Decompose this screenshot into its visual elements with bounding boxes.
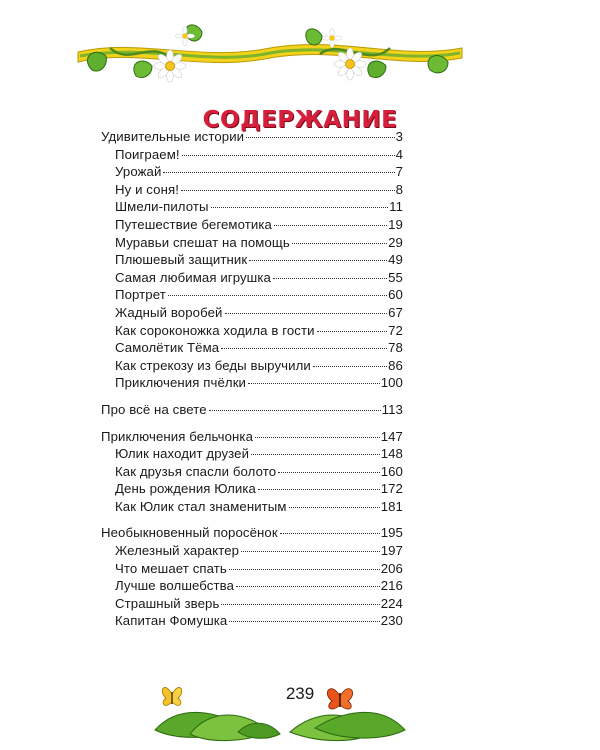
dot-leader [229,569,380,570]
dot-leader [168,295,387,296]
dot-leader [292,243,387,244]
toc-section [101,524,403,630]
toc-entry-page: 230 [380,613,403,629]
toc-entry-page: 181 [380,498,403,514]
dot-leader [258,489,380,490]
dot-leader [182,155,395,156]
toc-entry-title: Про всё на свете [101,401,207,417]
dot-leader [317,331,388,332]
toc-entry [101,128,403,146]
toc-entry-page: 72 [388,322,403,338]
toc-entry-title: Как стрекозу из беды выручили [115,357,311,373]
dot-leader [246,137,394,138]
toc-entry-page: 11 [389,199,403,215]
toc-entry-title: Капитан Фомушка [115,613,228,629]
toc-entry-title: Портрет [115,287,166,303]
toc-subentry [101,480,403,498]
toc-entry [101,428,403,446]
dot-leader [236,586,380,587]
toc-entry-title: Как друзья спасли болото [115,463,277,479]
daisy-icon [154,50,186,82]
toc-section [101,428,403,516]
toc-entry-page: 86 [388,357,403,373]
top-vine-ornament [70,18,470,88]
toc-entry-title: День рождения Юлика [115,481,256,497]
toc-subentry [101,146,403,164]
toc-subentry [101,286,403,304]
toc-entry-title: Железный характер [115,543,240,559]
toc-entry-title: Плюшевый защитник [115,252,248,268]
toc-entry-page: 49 [388,252,403,268]
dot-leader [273,278,387,279]
toc-entry [101,401,403,419]
toc-entry-title: Что мешает спать [115,560,227,576]
toc-entry-title: Самолётик Тёма [115,340,220,356]
toc-entry-title: Необыкновенный поросёнок [101,525,278,541]
dot-leader [289,507,380,508]
page-title: СОДЕРЖАНИЕ [202,107,398,134]
toc-entry-title: Приключения бельчонка [101,428,254,444]
toc-entry-title: Удивительные истории [101,129,245,144]
toc-entry-page: 195 [380,525,403,541]
toc-entry-page: 148 [380,446,403,462]
toc-entry-page: 55 [388,269,403,285]
toc-subentry [101,322,403,340]
dot-leader [249,260,387,261]
toc-entry-page: 29 [388,234,403,250]
dot-leader [255,437,380,438]
toc-entry-title: Урожай [115,164,162,180]
page-number: 239 [285,684,315,703]
toc-subentry [101,612,403,630]
dot-leader [211,207,388,208]
toc-subentry [101,357,403,375]
toc-subentry [101,542,403,560]
daisy-icon [334,48,366,80]
dot-leader [280,533,380,534]
dot-leader [163,172,394,173]
toc-entry-page: 100 [380,375,403,391]
table-of-contents [101,128,403,639]
toc-subentry [101,445,403,463]
dot-leader [313,366,387,367]
toc-subentry [101,463,403,481]
dot-leader [221,604,379,605]
toc-entry [101,524,403,542]
dot-leader [251,454,380,455]
toc-entry-page: 78 [388,340,403,356]
toc-entry-page: 4 [395,146,403,162]
toc-entry-page: 7 [395,164,403,180]
dot-leader [229,621,379,622]
toc-subentry [101,163,403,181]
toc-entry-page: 67 [388,304,403,320]
toc-entry-title: Самая любимая игрушка [115,269,271,285]
toc-section [101,128,403,392]
toc-subentry [101,251,403,269]
toc-subentry [101,560,403,578]
toc-subentry [101,304,403,322]
toc-entry-title: Как сороконожка ходила в гости [115,322,315,338]
leaf-icon [155,712,405,740]
dot-leader [181,190,395,191]
dot-leader [278,472,380,473]
toc-entry-page: 147 [380,428,403,444]
toc-entry-title: Страшный зверь [115,595,220,611]
toc-entry-title: Приключения пчёлки [115,375,247,391]
toc-entry-page: 197 [380,543,403,559]
toc-subentry [101,374,403,392]
dot-leader [209,410,381,411]
toc-subentry [101,498,403,516]
toc-subentry [101,269,403,287]
toc-entry-title: Муравьи спешат на помощь [115,234,290,250]
toc-entry-title: Как Юлик стал знаменитым [115,498,287,514]
dot-leader [241,551,380,552]
dot-leader [225,313,388,314]
dot-leader [221,348,387,349]
bottom-leaf-ornament [150,672,410,742]
dot-leader [274,225,387,226]
toc-subentry [101,198,403,216]
toc-subentry [101,339,403,357]
toc-subentry [101,577,403,595]
toc-entry-title: Шмели-пилоты [115,199,209,215]
toc-subentry [101,181,403,199]
toc-entry-title: Путешествие бегемотика [115,216,272,232]
toc-entry-page: 113 [381,401,403,417]
toc-entry-title: Лучше волшебства [115,578,235,594]
toc-entry-page: 3 [395,129,403,144]
toc-section [101,401,403,419]
toc-entry-page: 172 [380,481,403,497]
toc-entry-page: 60 [388,287,403,303]
toc-subentry [101,595,403,613]
toc-entry-page: 206 [380,560,403,576]
toc-entry-title: Поиграем! [115,146,180,162]
toc-entry-page: 216 [380,578,403,594]
toc-subentry [101,234,403,252]
toc-subentry [101,216,403,234]
dot-leader [248,383,380,384]
toc-entry-page: 160 [380,463,403,479]
toc-entry-title: Ну и соня! [115,181,179,197]
toc-entry-page: 8 [395,181,403,197]
toc-entry-page: 19 [388,216,403,232]
toc-entry-title: Жадный воробей [115,304,223,320]
toc-entry-title: Юлик находит друзей [115,446,250,462]
toc-entry-page: 224 [380,595,403,611]
